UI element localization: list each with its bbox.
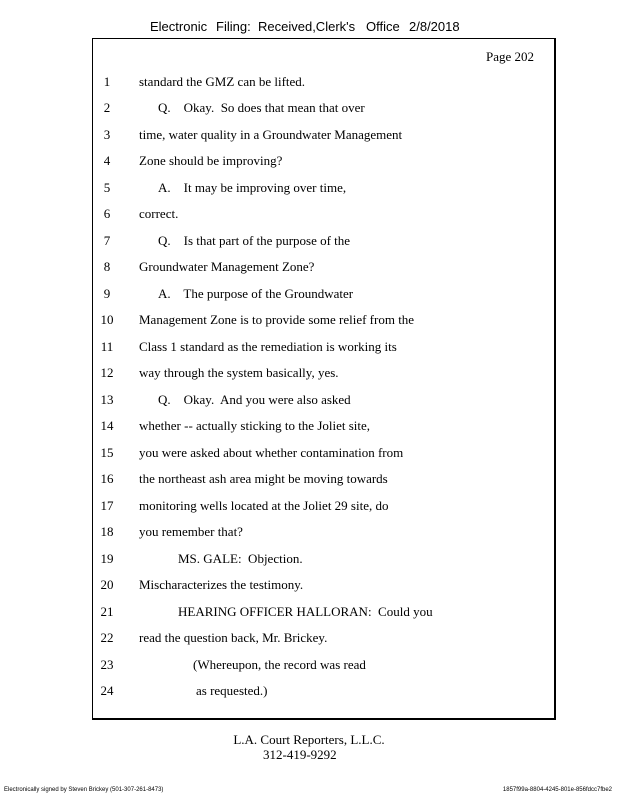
transcript-line bbox=[0, 683, 618, 701]
line-number: 1 bbox=[103, 74, 111, 89]
line-text: Q. Okay. So does that mean that over bbox=[158, 100, 365, 115]
line-text: whether -- actually sticking to the Joliet site, bbox=[139, 418, 371, 433]
line-number: 12 bbox=[100, 365, 114, 380]
transcript-line bbox=[0, 657, 618, 675]
line-text: read the question back, Mr. Brickey. bbox=[139, 630, 328, 645]
line-text: Class 1 standard as the remediation is working its bbox=[139, 339, 397, 354]
transcript-line bbox=[0, 233, 618, 251]
line-number: 16 bbox=[100, 471, 114, 486]
line-text: correct. bbox=[139, 206, 179, 221]
transcript-line bbox=[0, 418, 618, 436]
line-number: 15 bbox=[100, 445, 114, 460]
electronic-signature: Electronically signed by Steven Brickey (501-307-261-8473) bbox=[4, 787, 164, 793]
filing-stamp bbox=[0, 19, 618, 37]
line-text: Q. Is that part of the purpose of the bbox=[158, 233, 351, 248]
line-number: 18 bbox=[100, 524, 114, 539]
line-number: 13 bbox=[100, 392, 114, 407]
court-reporter-name: L.A. Court Reporters, L.L.C. bbox=[233, 732, 385, 747]
filing-stamp-word: Office bbox=[366, 19, 400, 34]
line-number: 17 bbox=[100, 498, 114, 513]
line-text: HEARING OFFICER HALLORAN: Could you bbox=[178, 604, 433, 619]
transcript-line bbox=[0, 339, 618, 357]
filing-stamp-word: Received,Clerk's bbox=[258, 19, 356, 34]
line-number: 21 bbox=[100, 604, 114, 619]
transcript-line bbox=[0, 524, 618, 542]
transcript-line bbox=[0, 286, 618, 304]
transcript-line bbox=[0, 392, 618, 410]
line-text: Mischaracterizes the testimony. bbox=[139, 577, 304, 592]
line-number: 2 bbox=[103, 100, 111, 115]
transcript-line bbox=[0, 577, 618, 595]
line-number: 20 bbox=[100, 577, 114, 592]
line-text: the northeast ash area might be moving towards bbox=[139, 471, 388, 486]
line-number: 5 bbox=[103, 180, 111, 195]
line-text: Q. Okay. And you were also asked bbox=[158, 392, 351, 407]
transcript-line bbox=[0, 180, 618, 198]
line-text: Zone should be improving? bbox=[139, 153, 283, 168]
line-text: A. It may be improving over time, bbox=[158, 180, 347, 195]
line-number: 4 bbox=[103, 153, 111, 168]
line-text: as requested.) bbox=[196, 683, 268, 698]
court-reporter-phone: 312-419-9292 bbox=[263, 747, 337, 762]
page-number: Page 202 bbox=[486, 49, 535, 64]
line-number: 14 bbox=[100, 418, 114, 433]
line-number: 9 bbox=[103, 286, 111, 301]
line-number: 7 bbox=[103, 233, 111, 248]
line-number: 3 bbox=[103, 127, 111, 142]
transcript-line bbox=[0, 365, 618, 383]
line-text: MS. GALE: Objection. bbox=[178, 551, 303, 566]
filing-stamp-word: 2/8/2018 bbox=[409, 19, 460, 34]
transcript-line bbox=[0, 604, 618, 622]
line-number: 10 bbox=[100, 312, 114, 327]
line-number: 19 bbox=[100, 551, 114, 566]
line-number: 11 bbox=[100, 339, 114, 354]
transcript-line bbox=[0, 74, 618, 92]
line-number: 8 bbox=[103, 259, 111, 274]
transcript-line bbox=[0, 312, 618, 330]
document-hash: 1857f99a-8804-4245-801e-856fdcc7fbe2 bbox=[502, 787, 612, 793]
line-text: you were asked about whether contamination from bbox=[139, 445, 404, 460]
line-text: way through the system basically, yes. bbox=[139, 365, 339, 380]
transcript-line bbox=[0, 153, 618, 171]
line-number: 22 bbox=[100, 630, 114, 645]
transcript-line bbox=[0, 498, 618, 516]
filing-stamp-word: Electronic bbox=[150, 19, 208, 34]
line-text: you remember that? bbox=[139, 524, 243, 539]
line-text: Management Zone is to provide some relief from the bbox=[139, 312, 415, 327]
filing-stamp-word: Filing: bbox=[216, 19, 251, 34]
line-number: 24 bbox=[100, 683, 114, 698]
transcript-line bbox=[0, 206, 618, 224]
line-text: time, water quality in a Groundwater Management bbox=[139, 127, 403, 142]
line-text: standard the GMZ can be lifted. bbox=[139, 74, 306, 89]
transcript-line bbox=[0, 259, 618, 277]
transcript-line bbox=[0, 551, 618, 569]
transcript-line bbox=[0, 445, 618, 463]
transcript-line bbox=[0, 127, 618, 145]
line-text: A. The purpose of the Groundwater bbox=[158, 286, 354, 301]
line-text: monitoring wells located at the Joliet 29 site, do bbox=[139, 498, 389, 513]
transcript-line bbox=[0, 630, 618, 648]
line-text: (Whereupon, the record was read bbox=[193, 657, 366, 672]
line-number: 6 bbox=[103, 206, 111, 221]
line-number: 23 bbox=[100, 657, 114, 672]
transcript-line bbox=[0, 471, 618, 489]
line-text: Groundwater Management Zone? bbox=[139, 259, 315, 274]
transcript-line bbox=[0, 100, 618, 118]
